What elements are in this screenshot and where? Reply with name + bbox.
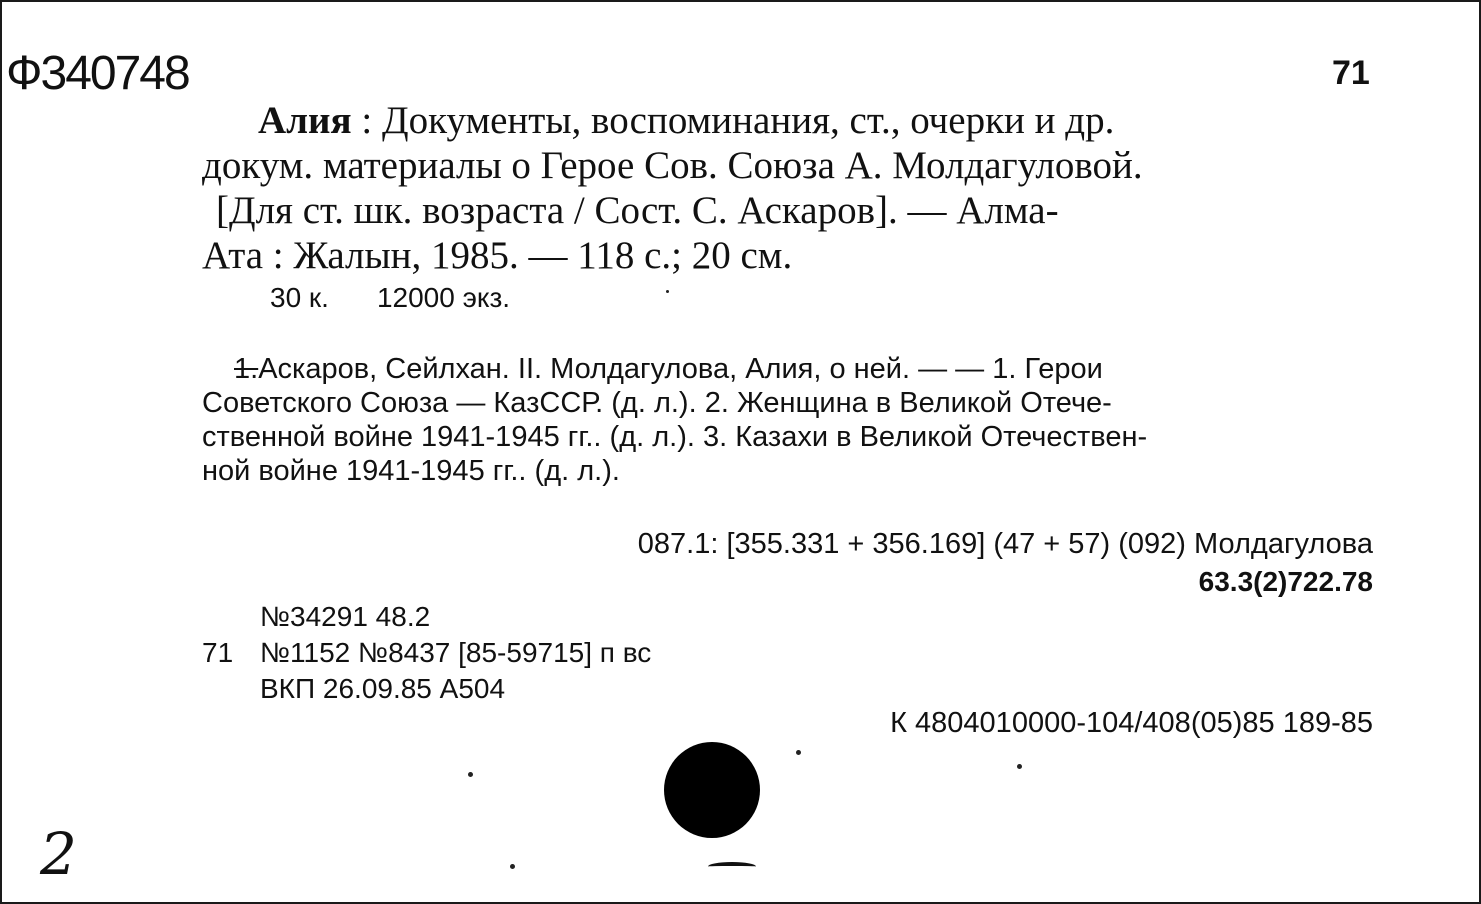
card-id: Ф340748 — [6, 47, 189, 100]
udc-index: 087.1: [355.331 + 356.169] (47 + 57) (092) Молдагулова — [637, 528, 1373, 560]
subject-headings — [202, 352, 1377, 488]
ink-speck — [468, 772, 473, 777]
description-line-2: докум. материалы о Герое Сов. Союза А. Молдагуловой. — [202, 144, 1143, 187]
price: 30 к. — [270, 282, 329, 313]
bbk-index: 63.3(2)722.78 — [1198, 566, 1373, 597]
book-title: Алия — [258, 99, 352, 142]
accession-count: 71 — [202, 637, 234, 668]
ink-speck — [796, 750, 801, 755]
accession-info — [202, 599, 651, 707]
subjects-line-2: Советского Союза — КазССР. (д. л.). 2. Женщина в Великой Отече- — [202, 387, 1112, 419]
accession-line-1: №34291 48.2 — [260, 601, 431, 632]
accession-line-3: ВКП 26.09.85 А504 — [260, 673, 506, 704]
ink-speck — [510, 864, 515, 869]
description-line-3: [Для ст. шк. возраста / Сост. С. Аскаров]. — Алма- — [216, 189, 1059, 232]
subjects-line-1: 1.Аскаров, Сейлхан. II. Молдагулова, Алия, о ней. — — 1. Герои — [234, 353, 1103, 385]
card-punch-hole — [664, 742, 760, 838]
card-number: 71 — [1332, 54, 1370, 92]
description-line-4: Ата : Жалын, 1985. — 118 с.; 20 см. — [202, 234, 793, 277]
struck-numeral: 1. — [234, 353, 259, 385]
ink-speck — [666, 290, 669, 293]
accession-line-2: 71 №1152 №8437 [85-59715] п вс — [202, 635, 651, 671]
copies: 12000 экз. — [376, 282, 511, 313]
handwritten-mark: 2 — [40, 820, 77, 888]
price-line — [270, 282, 558, 314]
bibliographic-description — [202, 98, 1372, 278]
publisher-code: К 4804010000-104/408(05)85 189-85 — [890, 707, 1373, 739]
description-line-1: Алия : Документы, воспоминания, ст., очерки и др. — [258, 99, 1115, 142]
handwritten-dash — [708, 862, 756, 871]
subjects-line-3: ственной войне 1941-1945 гг.. (д. л.). 3. Казахи в Великой Отечествен- — [202, 421, 1148, 453]
ink-speck — [1017, 764, 1022, 769]
subjects-line-4: ной войне 1941-1945 гг.. (д. л.). — [202, 455, 620, 487]
